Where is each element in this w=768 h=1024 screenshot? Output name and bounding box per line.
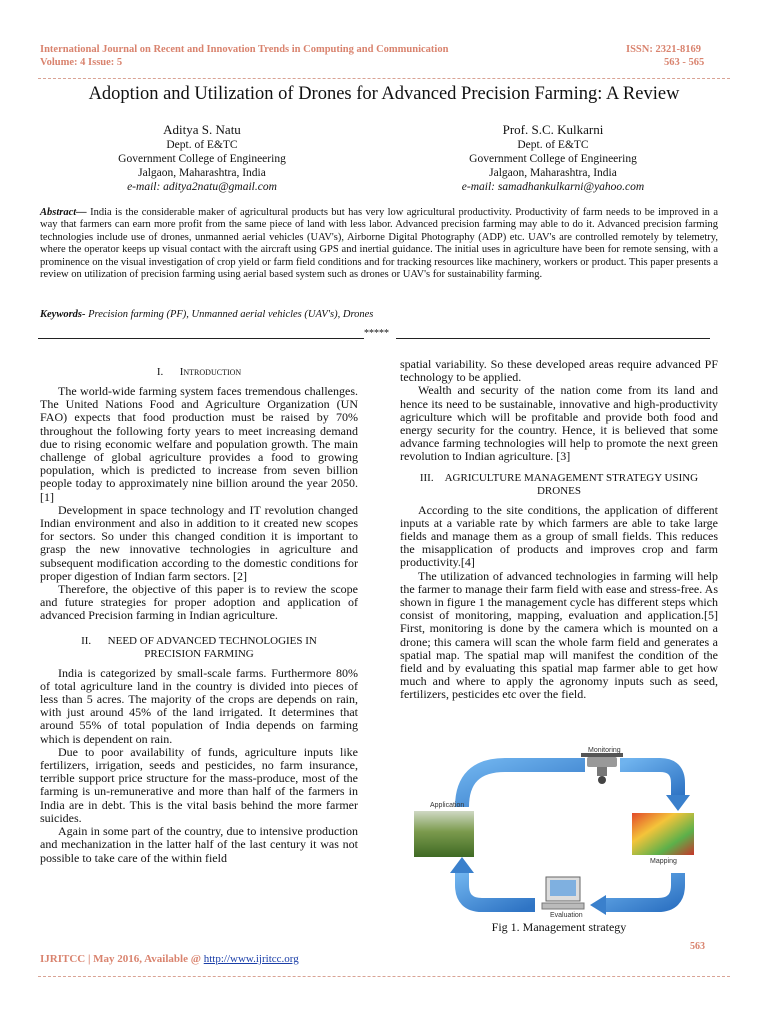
label-application: Application (430, 802, 465, 809)
management-cycle-figure (410, 745, 710, 920)
keywords-label: Keywords- (40, 309, 86, 320)
journal-name: International Journal on Recent and Innovation Trends in Computing and Communication (40, 44, 449, 55)
section-title: Introduction (179, 366, 242, 378)
management-cycle-diagram (410, 745, 710, 920)
label-monitoring: Monitoring (588, 747, 621, 754)
section-number: III. (419, 471, 434, 484)
paragraph: Again in some part of the country, due to intensive production and mechanization in the latter half of the last century it was not possible to take care of the within field (40, 824, 358, 865)
author-dept: Dept. of E&TC (166, 139, 238, 151)
paragraph: Due to poor availability of funds, agriculture inputs like fertilizers, irrigation, seeds and pesticides, no farm insurance, terrible support price structure for the mass-produce, most of the farming is un-remunerative and more than half of the farmers in India are in debt. This is the vital basis behind the more farmer suicides. (40, 744, 358, 825)
author-college: Government College of Engineering (469, 153, 637, 165)
label-evaluation: Evaluation (550, 912, 583, 919)
arrow-head-left (590, 895, 606, 915)
author-email[interactable]: e-mail: aditya2natu@gmail.com (127, 181, 277, 193)
author-location: Jalgaon, Maharashtra, India (489, 167, 617, 179)
section-number: I. (156, 366, 164, 378)
author-email[interactable]: e-mail: samadhankulkarni@yahoo.com (461, 181, 645, 193)
header-divider (38, 78, 730, 79)
section-heading-need (40, 635, 358, 661)
paragraph: India is categorized by small-scale farms. Furthermore 80% of total agriculture land in the country is divided into pieces of less than 5 acres. The majority of the crops are depends on rain, with just around 45% of the land irrigated. It determines that around 55% of total population of India depends on farming which is dependent on rain. (40, 665, 358, 746)
section-title: NEED OF ADVANCED TECHNOLOGIES IN PRECISION FARMING (107, 634, 317, 660)
issn: ISSN: 2321-8169 (626, 44, 701, 55)
author-name: Prof. S.C. Kulkarni (502, 122, 604, 137)
keywords (40, 309, 373, 320)
abstract (40, 207, 718, 281)
paper-title: Adoption and Utilization of Drones for Advanced Precision Farming: A Review (88, 84, 680, 104)
arrow-head-up (450, 857, 474, 873)
separator-stars: ***** (364, 328, 389, 339)
label-mapping: Mapping (650, 858, 677, 865)
journal-link[interactable]: http://www.ijritcc.org (203, 953, 299, 965)
section-number: II. (81, 634, 92, 647)
page-range: 563 - 565 (664, 57, 705, 68)
arrow-bottom-left (462, 873, 535, 905)
left-column (40, 362, 358, 865)
paragraph: Wealth and security of the nation come from its land and hence its need to be sustainable, innovative and high-productivity agriculture which will be profitable and provide both food and energy security for the country. Hence, it is believed that some advance farming technologies will help to promote the next green revolution to Indian agriculture. [3] (400, 383, 718, 464)
footer-text: IJRITCC | May 2016, Available @ (40, 953, 204, 965)
author-location: Jalgaon, Maharashtra, India (138, 167, 266, 179)
arrow-head-down-right (666, 795, 690, 811)
paragraph: Development in space technology and IT revolution changed Indian environment and also in addition to it created new scopes for sectors. So under this changed condition it is important to grasp the new innovative technologies in agriculture and subsequent modification according to the domestic conditions for proper digestion of Indian farm sectors. [2] (40, 502, 358, 583)
drone-icon (581, 753, 623, 784)
abstract-text: India is the considerable maker of agricultural products but has very low agricultural productivity. Productivity of farm needs to be improved in a way that farmers can earn more profit from the same piece of land with less labor. Advanced precision farming may able to do it. Advanced precision farming technologies include use of drones, unmanned aerial vehicles (UAV's), Airborne Digital Photography (ADP) etc. UAV's are controlled remotely by telemetry, where the operator keeps up visual contact with the aircraft using GPS and inertial guidance. The initial uses in agriculture have been for remote sensing, with a prominence on the visual investigation of crop yield or farm field conditions and for tracking resources like machinery, workers or product. This paper presents a review on utilization of precision farming using aerial based system such as drones or UAV's for sustainability farming. (40, 207, 718, 281)
paragraph: The world-wide farming system faces tremendous challenges. The United Nations Food and Agriculture Organization (UN FAO) expects that food production must be raised by 70% throughout the following forty years to meet increasing demand due to rising economic welfare and population growth. The main challenge of global agriculture provides a food to growing population, which is predicted to increase from seven billion people today to approximately nine billion around the year 2050.[1] (40, 384, 358, 504)
arrow-top-right (620, 765, 678, 797)
arrow-top (462, 765, 585, 807)
application-field-image (414, 811, 474, 857)
author-name: Aditya S. Natu (163, 122, 241, 137)
volume-issue: Volume: 4 Issue: 5 (40, 57, 123, 68)
computer-icon (542, 877, 584, 909)
arrow-bottom-right (605, 873, 678, 905)
section-title: AGRICULTURE MANAGEMENT STRATEGY USING DRONES (444, 471, 699, 497)
keywords-text: Precision farming (PF), Unmanned aerial vehicles (UAV's), Drones (85, 309, 374, 320)
paragraph: The utilization of advanced technologies in farming will help the farmer to manage their farm field with ease and stress-free. As shown in figure 1 the management cycle has different steps which consist of monitoring, mapping, evaluation and application.[5] First, monitoring is done by the camera which is mounted on a drone; this camera will scan the whole farm field and generates a spatial map. The spatial map will manifest the condition of the field and by evaluating this spatial map farmer able to get how much and where to apply the agronomy inputs such as seed, fertilizers, pesticides etc over the field. (400, 568, 718, 702)
page-number: 563 (690, 941, 705, 952)
section-heading-strategy (400, 472, 718, 498)
paragraph: Therefore, the objective of this paper is to review the scope and future strategies for proper adoption and application of advanced Precision farming in Indian agriculture. (40, 582, 358, 623)
paragraph: spatial variability. So these developed areas require advanced PF technology to be applied. (400, 357, 718, 385)
paragraph: According to the site conditions, the application of different inputs at a variable rate by which farmers are able to take large fields and manage them as a group of small fields. This reduces the misapplication of products and improves crop and farm productivity.[4] (400, 502, 718, 570)
footer-divider (38, 976, 730, 977)
abstract-label: Abstract— (40, 207, 87, 218)
figure-caption: Fig 1. Management strategy (491, 920, 627, 934)
author-block-2 (403, 121, 703, 194)
right-column (400, 358, 718, 702)
separator-line-left (38, 338, 364, 339)
mapping-image (632, 813, 694, 855)
section-heading-introduction (40, 366, 358, 379)
author-block-1 (52, 121, 352, 194)
author-college: Government College of Engineering (118, 153, 286, 165)
separator-line-right (396, 338, 710, 339)
author-dept: Dept. of E&TC (517, 139, 589, 151)
footer (40, 953, 299, 965)
